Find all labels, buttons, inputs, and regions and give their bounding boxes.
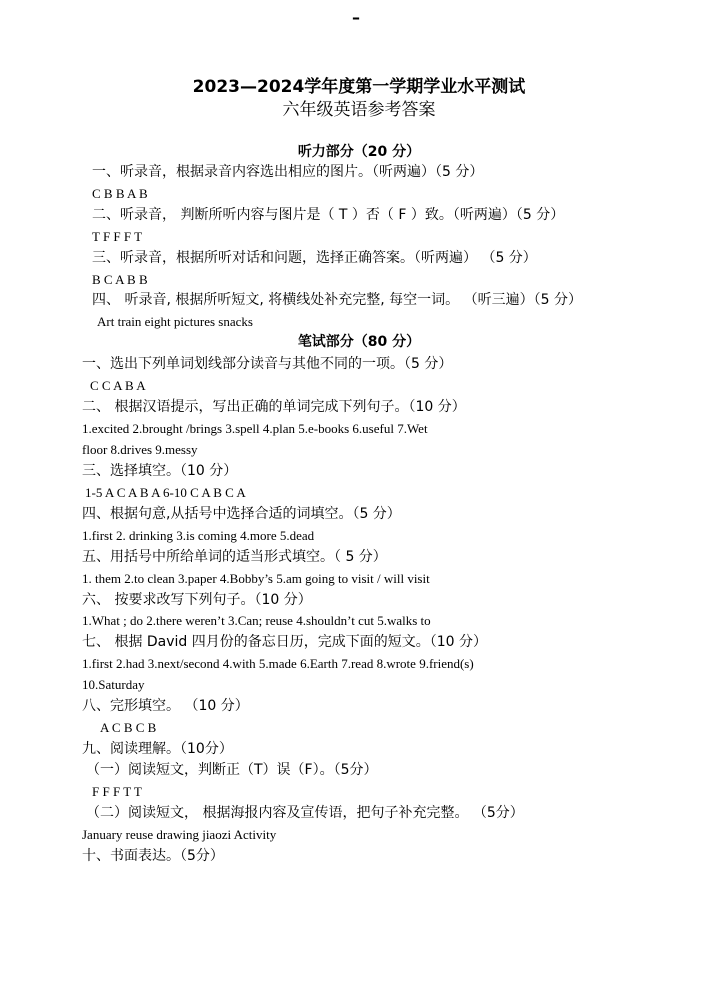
written-heading: 笔试部分（80 分） <box>297 334 421 350</box>
written-q1: 一、选出下列单词划线部分读音与其他不同的一项。（5 分） <box>82 356 453 372</box>
listening-a4: Art train eight pictures snacks <box>97 314 253 329</box>
written-q9: 九、阅读理解。（10分） <box>82 741 233 757</box>
listening-q2: 二、听录音， 判断所听内容与图片是（ T ）否（ F ）致。（听两遍）（5 分） <box>92 207 565 223</box>
listening-q1: 一、听录音，根据录音内容选出相应的图片。（听两遍）（5 分） <box>92 164 484 180</box>
listening-a1: C B B A B <box>92 186 148 201</box>
written-a7-line2: 10.Saturday <box>82 677 145 692</box>
page-subtitle: 六年级英语参考答案 <box>282 100 436 120</box>
listening-a3: B C A B B <box>92 272 148 287</box>
listening-heading: 听力部分（20 分） <box>297 144 421 160</box>
written-q6: 六、 按要求改写下列句子。（10 分） <box>82 592 312 608</box>
written-q10: 十、书面表达。（5分） <box>82 848 224 864</box>
written-q2: 二、 根据汉语提示，写出正确的单词完成下列句子。（10 分） <box>82 399 466 415</box>
written-a5: 1. them 2.to clean 3.paper 4.Bobby’s 5.am going to visit / will visit <box>82 571 430 586</box>
written-a9-part2: January reuse drawing jiaozi Activity <box>82 827 277 842</box>
written-q9-part1: （一）阅读短文，判断正（T）误（F）。（5分） <box>86 762 378 778</box>
written-q8: 八、完形填空。 （10 分） <box>82 698 249 714</box>
top-mark: – <box>352 8 360 27</box>
page-title: 2023—2024学年度第一学期学业水平测试 <box>192 77 526 97</box>
written-q5: 五、用括号中所给单词的适当形式填空。（ 5 分） <box>82 549 387 565</box>
written-a7-line1: 1.first 2.had 3.next/second 4.with 5.made 6.Earth 7.read 8.wrote 9.friend(s) <box>82 656 474 671</box>
written-a2-line1: 1.excited 2.brought /brings 3.spell 4.plan 5.e-books 6.useful 7.Wet <box>82 421 428 436</box>
written-a8: A C B C B <box>100 720 157 735</box>
written-a9-part1: F F F T T <box>92 784 142 799</box>
written-a3: 1-5 A C A B A 6-10 C A B C A <box>85 485 246 500</box>
written-a1: C C A B A <box>90 378 146 393</box>
written-q3: 三、选择填空。（10 分） <box>82 463 238 479</box>
written-a2-line2: floor 8.drives 9.messy <box>82 442 198 457</box>
written-a6: 1.What ; do 2.there weren’t 3.Can; reuse 4.shouldn’t cut 5.walks to <box>82 613 431 628</box>
listening-a2: T F F F T <box>92 229 143 244</box>
listening-q3: 三、听录音，根据所听对话和问题，选择正确答案。（听两遍） （5 分） <box>92 250 537 266</box>
written-q9-part2: （二）阅读短文， 根据海报内容及宣传语，把句子补充完整。 （5分） <box>86 805 524 821</box>
written-a4: 1.first 2. drinking 3.is coming 4.more 5.dead <box>82 528 315 543</box>
listening-q4: 四、 听录音, 根据所听短文, 将横线处补充完整, 每空一词。 （听三遍）（5 分） <box>92 292 582 308</box>
written-q7: 七、 根据 David 四月份的备忘日历，完成下面的短文。（10 分） <box>82 634 488 650</box>
written-q4: 四、根据句意,从括号中选择合适的词填空。（5 分） <box>82 506 401 522</box>
